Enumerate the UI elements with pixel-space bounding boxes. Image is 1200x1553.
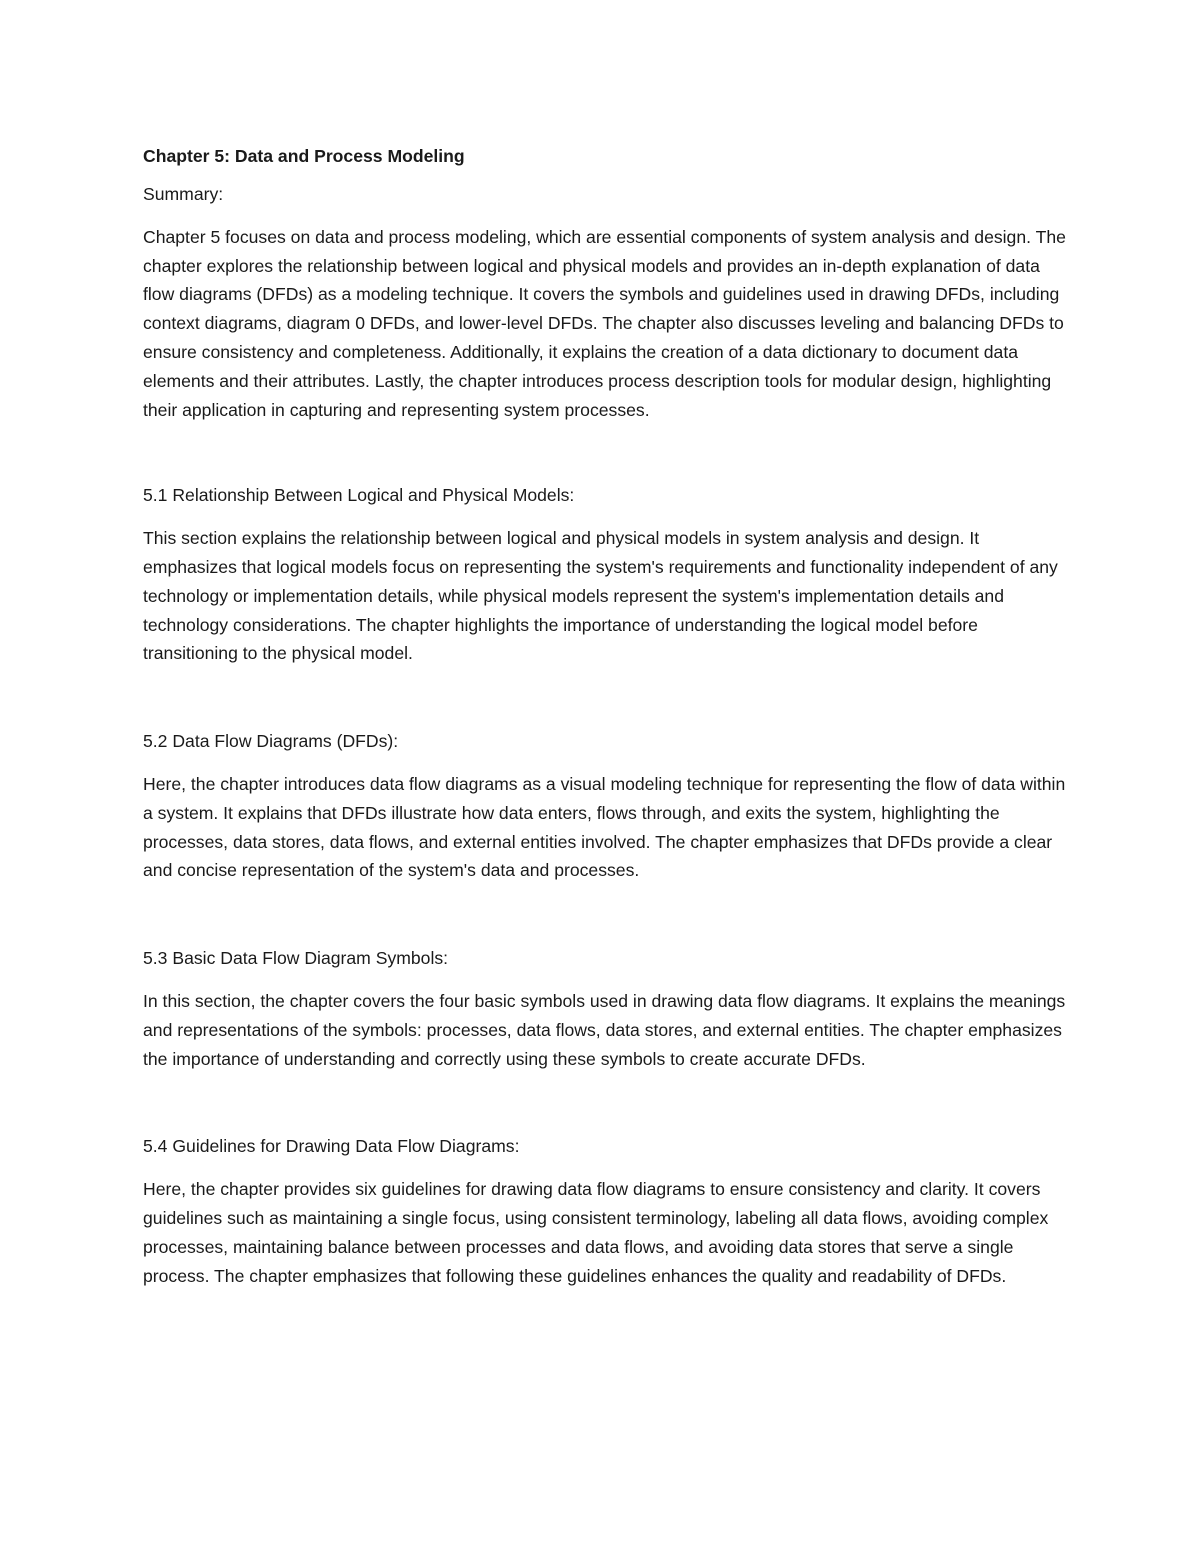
section-heading: 5.1 Relationship Between Logical and Physical Models: (143, 485, 575, 506)
summary-paragraph: Chapter 5 focuses on data and process modeling, which are essential components of system analysis and design. The chapter explores the relationship between logical and physical models and provides an in-depth explanation of data flow diagrams (DFDs) as a modeling technique. It covers the symbols and guidelines used in drawing DFDs, including context diagrams, diagram 0 DFDs, and lower-level DFDs. The chapter also discusses leveling and balancing DFDs to ensure consistency and completeness. Additionally, it explains the creation of a data dictionary to document data elements and their attributes. Lastly, the chapter introduces process description tools for modular design, highlighting their application in capturing and representing system processes. (143, 226, 1066, 420)
section-heading: 5.2 Data Flow Diagrams (DFDs): (143, 731, 399, 752)
summary-label: Summary: (143, 184, 224, 204)
section-5-1 (143, 481, 1068, 668)
document-title: Chapter 5: Data and Process Modeling (143, 146, 465, 166)
spacer (143, 1073, 1068, 1132)
section-body: Here, the chapter introduces data flow diagrams as a visual modeling technique for representing the flow of data within a system. It explains that DFDs illustrate how data enters, flows through, and exits the system, highlighting the processes, data stores, data flows, and external entities involved. The chapter emphasizes that DFDs provide a clear and concise representation of the system's data and processes. (143, 773, 1066, 881)
section-body: Here, the chapter provides six guidelines for drawing data flow diagrams to ensure consistency and clarity. It covers guidelines such as maintaining a single focus, using consistent terminology, labeling all data flows, avoiding complex processes, maintaining balance between processes and data flows, and avoiding data stores that serve a single process. The chapter emphasizes that following these guidelines enhances the quality and readability of DFDs. (143, 1179, 1049, 1286)
section-5-3 (143, 944, 1068, 1073)
section-body: In this section, the chapter covers the four basic symbols used in drawing data flow diagrams. It explains the meanings and representations of the symbols: processes, data flows, data stores, and external entities. The chapter emphasizes the importance of understanding and correctly using these symbols to create accurate DFDs. (143, 990, 1066, 1069)
section-5-4 (143, 1132, 1068, 1290)
spacer (143, 885, 1068, 944)
section-body: This section explains the relationship between logical and physical models in system analysis and design. It emphasizes that logical models focus on representing the system's requirements and functionality independent of any technology or implementation details, while physical models represent the system's implementation details and technology considerations. The chapter highlights the importance of understanding the logical model before transitioning to the physical model. (143, 528, 1058, 664)
section-heading: 5.4 Guidelines for Drawing Data Flow Diagrams: (143, 1136, 520, 1157)
spacer (143, 668, 1068, 727)
document-page (143, 142, 1068, 1290)
section-5-2 (143, 727, 1068, 885)
spacer (143, 424, 1068, 481)
section-heading: 5.3 Basic Data Flow Diagram Symbols: (143, 948, 449, 969)
